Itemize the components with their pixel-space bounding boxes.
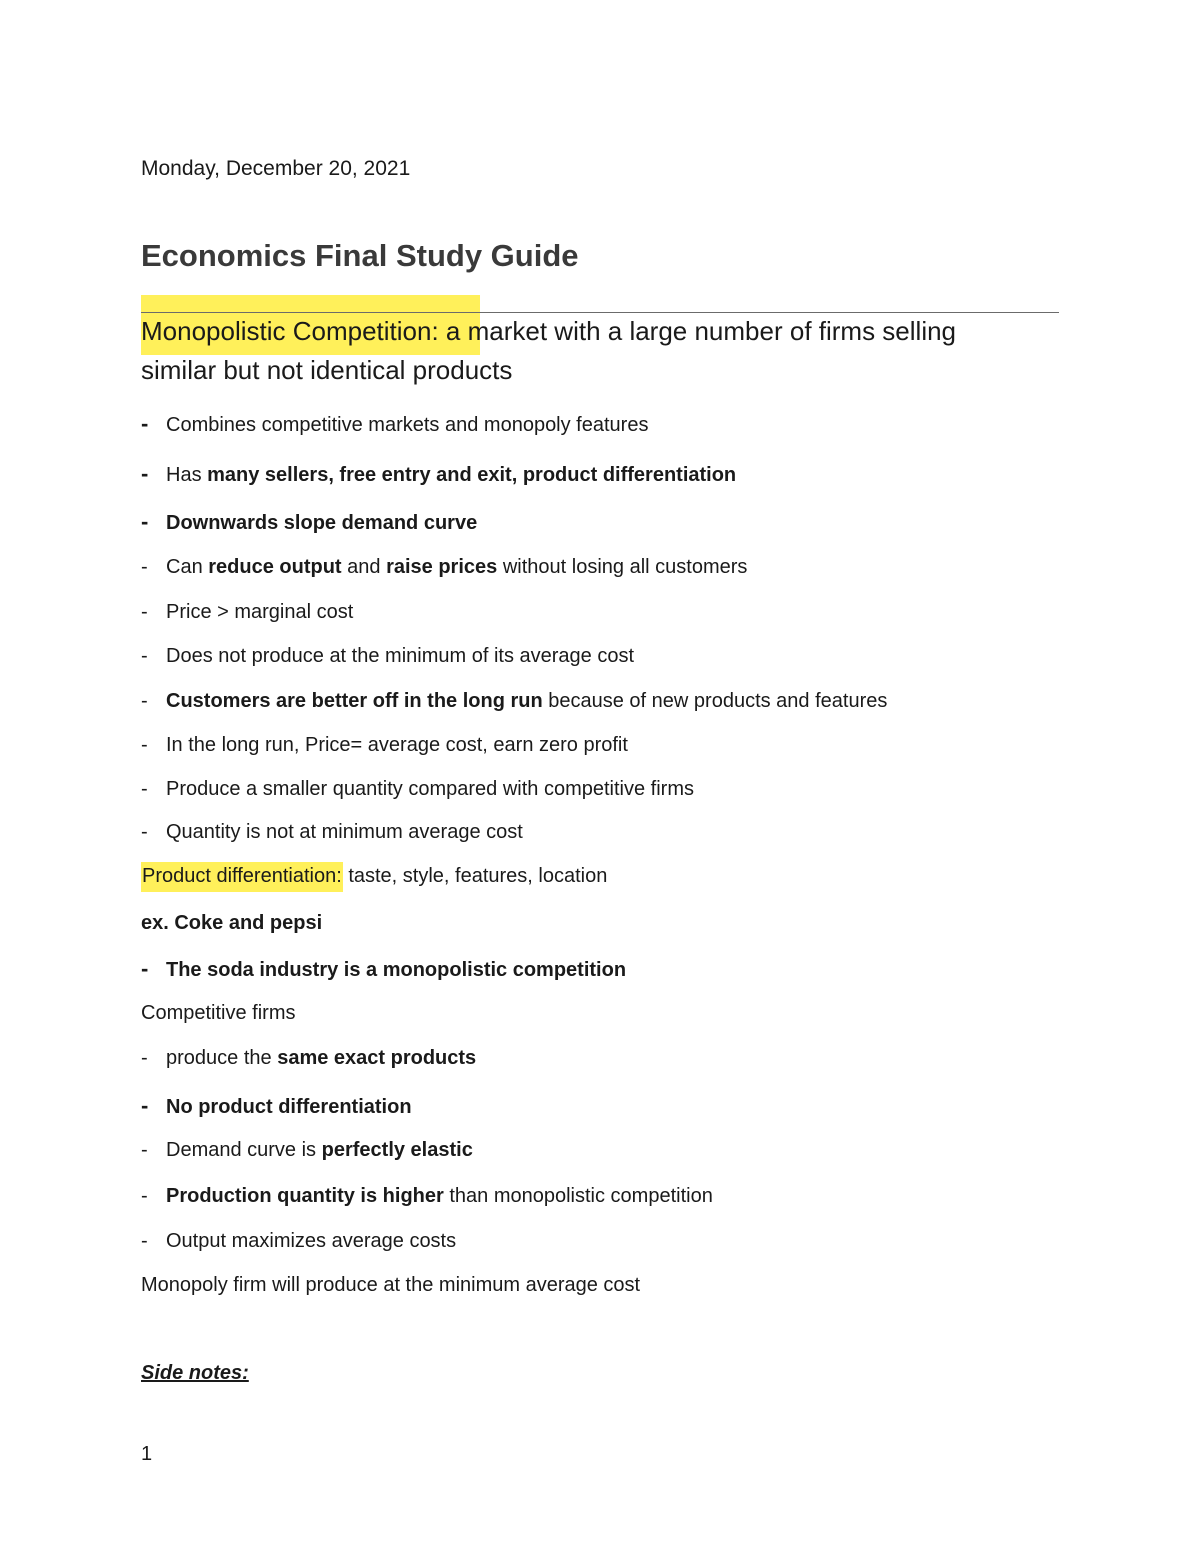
list-item-bold-text: Downwards slope demand curve <box>166 512 478 534</box>
list-item-text: Output maximizes average costs <box>166 1230 457 1252</box>
list-item <box>141 645 634 668</box>
bullet-dash: - <box>141 778 148 800</box>
list-item-bold-text: raise prices <box>386 556 498 578</box>
side-notes-heading: Side notes: <box>141 1362 249 1384</box>
definition-term: Monopolistic Competition: <box>141 316 439 346</box>
product-differentiation-line <box>141 865 607 888</box>
list-item <box>141 556 747 579</box>
list-item-text: because of new products and features <box>542 690 888 712</box>
list-item-text: Demand curve is <box>166 1139 322 1161</box>
list-item-text: Has <box>166 464 208 486</box>
bullet-dash: - <box>141 956 149 981</box>
bullet-dash: - <box>141 1230 148 1252</box>
competitive-firms-heading: Competitive firms <box>141 1002 296 1024</box>
bullet-dash: - <box>141 411 149 436</box>
list-item-text: Quantity is not at minimum average cost <box>166 821 523 843</box>
definition-text-1: a market with a large number of firms selling <box>438 316 957 346</box>
list-item-bold-text: same exact products <box>277 1047 477 1069</box>
bullet-dash: - <box>141 645 148 667</box>
definition-line-2: similar but not identical products <box>141 355 513 385</box>
title-underline-rule <box>141 312 1059 313</box>
bullet-dash: - <box>141 1185 148 1207</box>
list-item <box>141 956 626 982</box>
definition-line-1 <box>141 316 956 347</box>
product-differentiation-term: Product differentiation: <box>141 862 343 892</box>
list-item-text: Can <box>166 556 209 578</box>
list-item-text: Combines competitive markets and monopoly features <box>166 414 649 436</box>
list-item <box>141 734 628 757</box>
list-item-text: Produce a smaller quantity compared with competitive firms <box>166 778 694 800</box>
list-item-bold-text: many sellers, free entry and exit, product differentiation <box>207 464 737 486</box>
bullet-dash: - <box>141 461 149 486</box>
bullet-dash: - <box>141 690 148 712</box>
list-item <box>141 778 694 801</box>
bullet-dash: - <box>141 734 148 756</box>
list-item-text: than monopolistic competition <box>443 1185 713 1207</box>
list-item-text: Does not produce at the minimum of its average cost <box>166 645 635 667</box>
list-item-bold-text: The soda industry is a monopolistic competition <box>166 959 627 981</box>
list-item-text: produce the <box>166 1047 278 1069</box>
page-number: 1 <box>141 1443 153 1465</box>
bullet-dash: - <box>141 1139 148 1161</box>
monopoly-statement: Monopoly firm will produce at the minimum average cost <box>141 1274 641 1296</box>
list-item <box>141 509 477 535</box>
document-title: Economics Final Study Guide <box>141 238 579 273</box>
list-item-text: and <box>341 556 387 578</box>
list-item <box>141 821 523 844</box>
list-item-bold-text: perfectly elastic <box>321 1139 473 1161</box>
bullet-dash: - <box>141 509 149 534</box>
list-item-bold-text: Customers are better off in the long run <box>166 690 543 712</box>
list-item-bold-text: No product differentiation <box>166 1096 412 1118</box>
bullet-dash: - <box>141 556 148 578</box>
bullet-dash: - <box>141 601 148 623</box>
list-item <box>141 1230 456 1253</box>
list-item <box>141 601 353 624</box>
document-date: Monday, December 20, 2021 <box>141 157 411 180</box>
list-item <box>141 1093 412 1119</box>
list-item <box>141 461 736 487</box>
bullet-dash: - <box>141 1093 149 1118</box>
bullet-dash: - <box>141 1047 148 1069</box>
list-item-bold-text: reduce output <box>208 556 342 578</box>
list-item <box>141 1185 713 1208</box>
list-item <box>141 690 887 713</box>
list-item <box>141 1139 473 1162</box>
list-item-text: In the long run, Price= average cost, earn zero profit <box>166 734 628 756</box>
example-line: ex. Coke and pepsi <box>141 912 323 934</box>
list-item-bold-text: Production quantity is higher <box>166 1185 444 1207</box>
product-differentiation-text: taste, style, features, location <box>342 865 608 887</box>
list-item-text: without losing all customers <box>497 556 748 578</box>
bullet-dash: - <box>141 821 148 843</box>
list-item <box>141 411 648 437</box>
list-item <box>141 1047 476 1070</box>
list-item-text: Price > marginal cost <box>166 601 354 623</box>
